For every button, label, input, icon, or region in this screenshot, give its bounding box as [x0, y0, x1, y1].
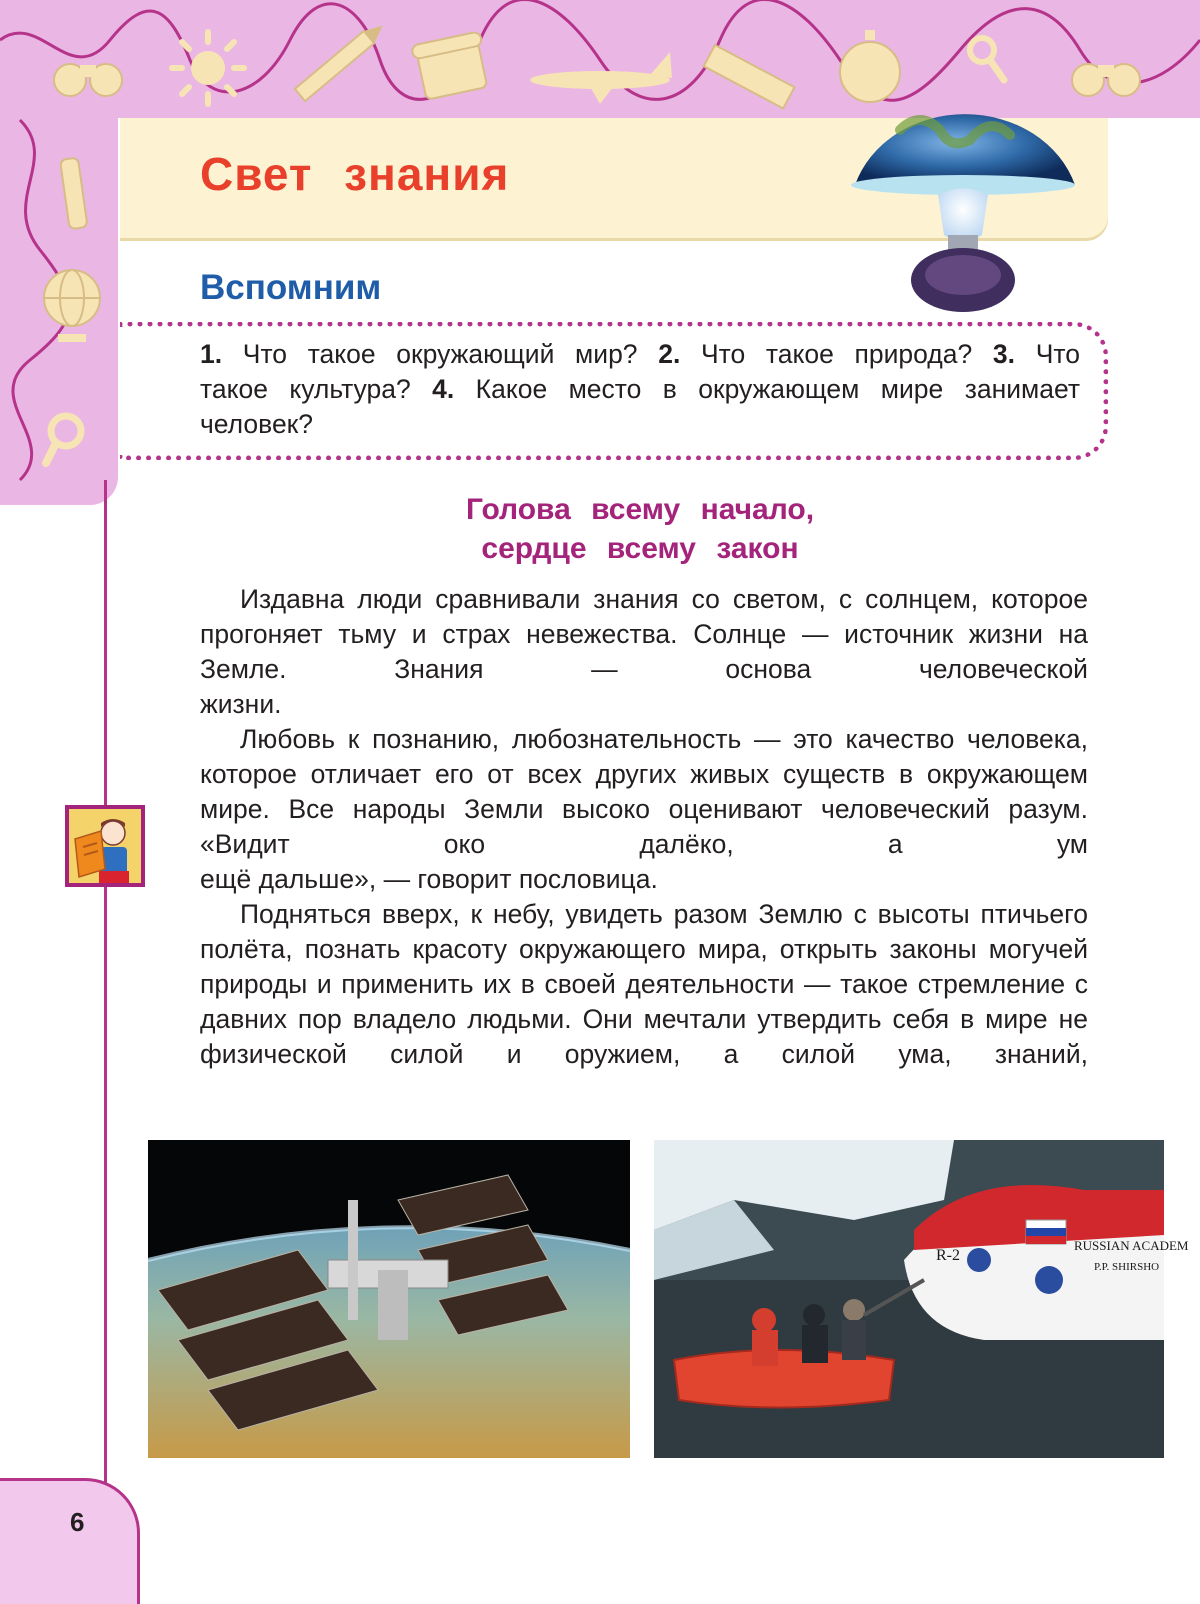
paragraph — [200, 897, 1088, 1072]
question-text: Что такое окружающий мир? — [242, 339, 638, 369]
paragraph-tail — [200, 862, 1088, 897]
paragraph-text: Издавна люди сравнивали знания со светом, с солнцем, которое прогоняет тьму и страх невежества. Солнце — источник жизни на Земле. Знания — основа человеческой — [200, 584, 1088, 684]
question-number: 4. — [432, 374, 455, 404]
space-station-photo — [148, 1140, 630, 1458]
paragraph — [200, 582, 1088, 687]
paragraph — [200, 722, 1088, 862]
globe-icon — [44, 270, 100, 342]
thermometer-icon — [60, 157, 88, 229]
paragraph-text: Подняться вверх, к небу, увидеть разом Землю с высоты птичьего полёта, познать красоту окружающего мира, открыть законы могучей природы и применить их в своей деятельности — такое стремление с давних пор владело людьми. Они мечтали утвердить себя в мире не физической силой и оружием, а силой ума, знаний, — [200, 899, 1088, 1069]
page-title: Свет знания — [200, 148, 510, 200]
subtitle-line: Голова всему начало, — [465, 493, 815, 526]
body-text — [200, 582, 1088, 1072]
binoculars-icon — [54, 64, 122, 96]
paragraph-tail — [200, 687, 1088, 722]
question-number: 3. — [992, 339, 1016, 369]
sun-icon — [172, 32, 244, 104]
question-text: Какое место в окружающем мире занимает человек? — [200, 374, 1080, 439]
question-number: 1. — [200, 339, 223, 369]
paragraph-text: Любовь к познанию, любознательность — это качество человека, которое отличает его от всех других живых существ в окружающем мире. Все народы Земли высоко оценивают человеческий разум. «Видит око далёко, а ум — [200, 724, 1088, 859]
paragraph-text: ещё дальше», — говорит пословица. — [200, 864, 658, 894]
review-questions — [200, 337, 1080, 442]
student-book-icon — [65, 805, 145, 887]
paragraph-text: жизни. — [200, 689, 282, 719]
submersible-code: R-2 — [936, 1247, 960, 1264]
section-subtitle — [200, 490, 1080, 568]
telephone-icon — [411, 31, 491, 100]
review-heading: Вспомним — [200, 268, 382, 307]
question-text: Что такое культура? — [200, 339, 1080, 404]
page-number-tab — [0, 1478, 140, 1604]
lamp-globe-icon — [860, 70, 1090, 320]
question-text: Что такое природа? — [701, 339, 973, 369]
left-margin-rule — [104, 480, 107, 1604]
submersible-photo — [654, 1140, 1189, 1458]
subtitle-line: сердце всему закон — [481, 532, 799, 565]
submersible-label: RUSSIAN ACADEM — [1074, 1238, 1189, 1253]
page-number: 6 — [70, 1507, 85, 1537]
question-number: 2. — [658, 339, 681, 369]
ruler-icon — [704, 45, 795, 108]
pencil-icon — [295, 19, 388, 101]
submersible-label: P.P. SHIRSHO — [1094, 1261, 1160, 1273]
magnifier-icon — [46, 416, 81, 463]
